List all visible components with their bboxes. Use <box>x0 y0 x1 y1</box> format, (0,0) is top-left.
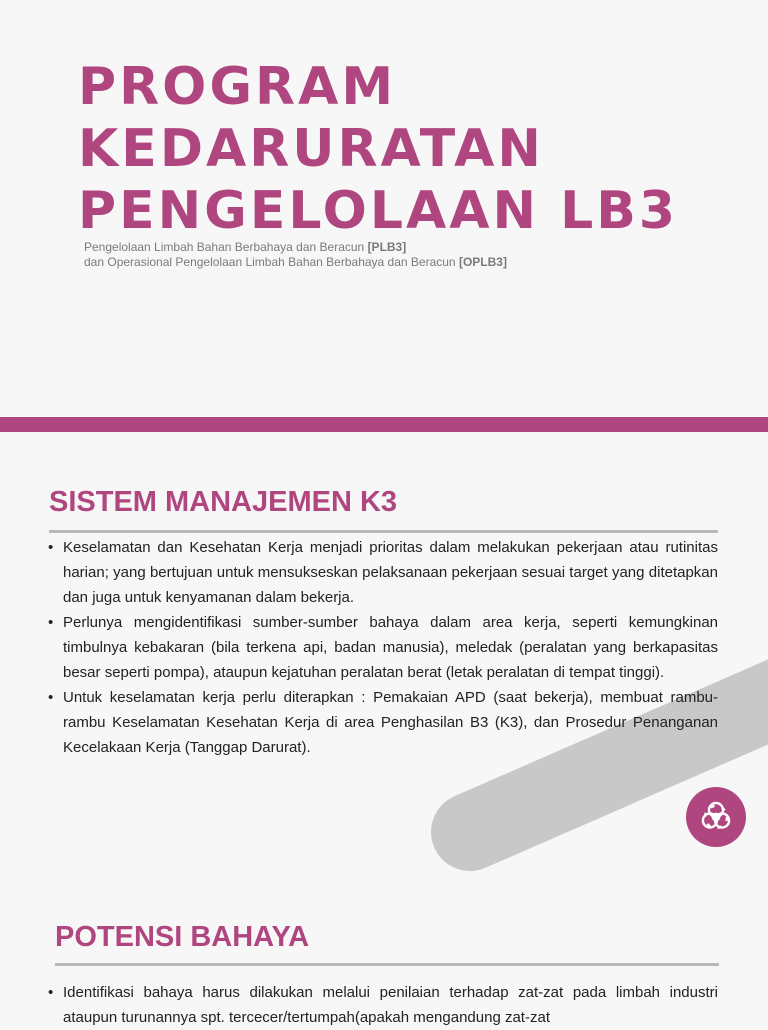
list-item <box>48 535 718 610</box>
section-title-k3: SISTEM MANAJEMEN K3 <box>49 486 398 518</box>
k3-bullet-list <box>48 535 718 760</box>
cover-title-line: PROGRAM <box>78 57 397 117</box>
bullet-dot: • <box>48 614 54 631</box>
subtitle-code: [PLB3] <box>367 240 407 254</box>
list-item <box>48 610 718 685</box>
cover-title-line: KEDARURATAN <box>78 119 544 179</box>
page-divider-band <box>0 417 768 432</box>
list-item <box>48 685 718 760</box>
biohazard-icon <box>696 797 736 837</box>
cover-subtitle <box>84 240 507 270</box>
bullet-dot: • <box>48 539 54 556</box>
cover-title <box>78 56 678 242</box>
subtitle-text: dan Operasional Pengelolaan Limbah Bahan Berbahaya dan Beracun <box>84 255 456 269</box>
list-item-text: Keselamatan dan Kesehatan Kerja menjadi prioritas dalam melakukan pekerjaan atau rutinitas harian; yang bertujuan untuk mensukseskan pelaksanaan pekerjaan sesuai target yang ditetapkan dan juga untuk kenyamanan dalam bekerja. <box>63 539 718 606</box>
potensi-bullet-list <box>48 980 718 1030</box>
cover-subtitle-line-2 <box>84 255 507 270</box>
list-item-text: Perlunya mengidentifikasi sumber-sumber bahaya dalam area kerja, seperti kemungkinan timbulnya kebakaran (bila terkena api, badan manusia), meledak (peralatan yang berkapasitas besar seperti pompa), ataupun kejatuhan peralatan berat (letak peralatan di tempat tinggi). <box>63 614 718 681</box>
bullet-dot: • <box>48 689 54 706</box>
section-title-potensi: POTENSI BAHAYA <box>55 921 310 953</box>
list-item-text: Untuk keselamatan kerja perlu diterapkan : Pemakaian APD (saat bekerja), membuat rambu-rambu Keselamatan Kesehatan Kerja di area Penghasilan B3 (K3), dan Prosedur Penanganan Kecelakaan Kerja (Tanggap Darurat). <box>63 689 718 756</box>
cover-subtitle-line-1 <box>84 240 507 255</box>
biohazard-badge <box>686 787 746 847</box>
subtitle-code: [OPLB3] <box>458 255 507 269</box>
bullet-dot: • <box>48 984 54 1001</box>
section-rule <box>55 963 719 966</box>
list-item <box>48 980 718 1030</box>
section-rule <box>49 530 718 533</box>
subtitle-text: Pengelolaan Limbah Bahan Berbahaya dan Beracun <box>84 240 365 254</box>
cover-title-line: PENGELOLAAN LB3 <box>78 181 679 241</box>
list-item-text: Identifikasi bahaya harus dilakukan melalui penilaian terhadap zat-zat pada limbah industri ataupun turunannya spt. tercecer/tertumpah(apakah mengandung zat-zat <box>63 984 718 1026</box>
